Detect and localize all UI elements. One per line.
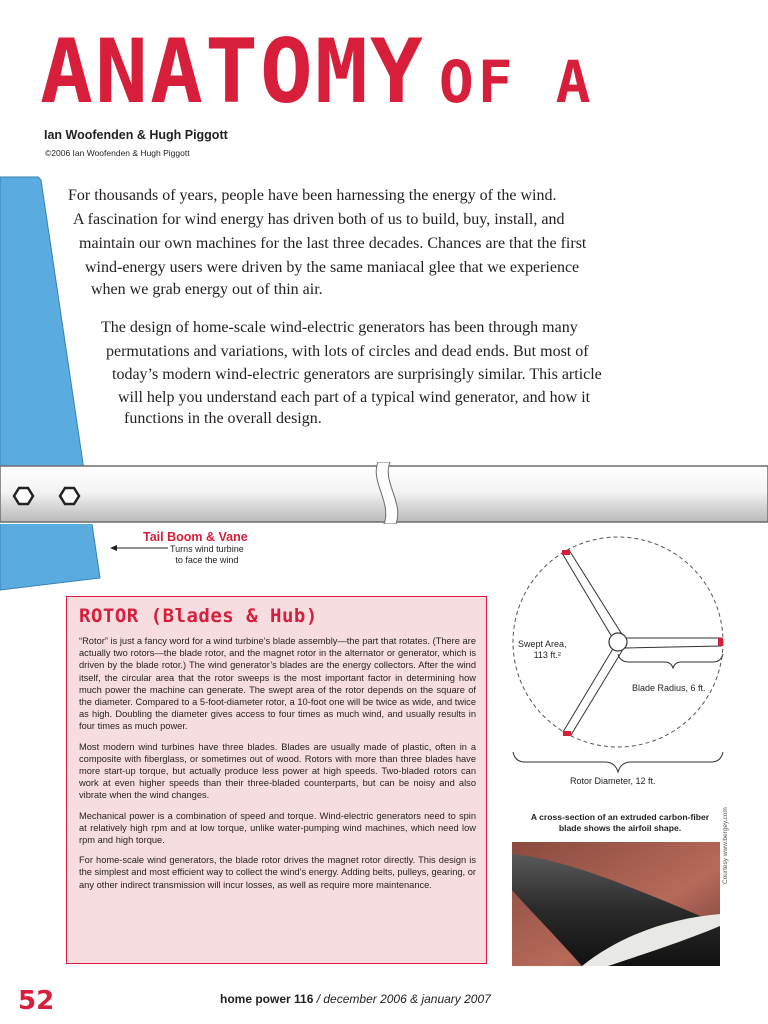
photo-credit: Courtesy www.bergey.com [722,807,729,884]
page-number: 52 [18,986,55,1016]
bolt-icon [14,488,33,504]
intro-p2-line: permutations and variations, with lots of circles and dead ends. But most of [106,343,589,360]
intro-p2-line: today’s modern wind-electric generators are surprisingly similar. This article [112,366,602,383]
blade-radius-label: Blade Radius, 6 ft. [632,683,706,693]
cross-section-caption-line: A cross-section of an extruded carbon-fiber [530,812,710,822]
copyright-line: ©2006 Ian Woofenden & Hugh Piggott [45,148,190,158]
radius-bracket [618,654,723,668]
blade-cross-section-photo [512,842,720,966]
cross-section-caption-line: blade shows the airfoil shape. [558,823,682,833]
rotor-heading: ROTOR (Blades & Hub) [79,605,318,627]
tail-caption-desc-line: to face the wind [175,555,239,565]
tail-caption-desc-line: Turns wind turbine [170,544,244,554]
title-main: ANATOMY [40,20,425,123]
arrow-left-icon [110,543,170,553]
intro-p2-line: will help you understand each part of a typical wind generator, and how it [118,389,591,406]
blade-tip [563,731,571,736]
page-title [40,20,595,123]
intro-p1-line: wind-energy users were driven by the same maniacal glee that we experience [85,259,580,276]
blade [562,550,623,642]
bolt-icon [60,488,79,504]
rotor-paragraph: Mechanical power is a combination of speed and torque. Wind-electric generators need to spin at relatively high rpm and at low torque, unlike water-pumping wind machines, which need low rpm and high torque. [79,810,476,846]
swept-area-label-line: Swept Area, [518,639,567,649]
intro-p1-line: maintain our own machines for the last three decades. Chances are that the first [79,235,587,252]
intro-p2-line: functions in the overall design. [124,410,322,427]
footer-line [220,992,491,1006]
rotor-diagram [505,530,745,800]
rotor-paragraph: Most modern wind turbines have three blades. Blades are usually made of plastic, often in a composite with fiberglass, or sometimes out of wood. Rotors with more than three blades have more start-up torque, but actually produce less power at high speeds. Two-bladed rotors can work at even higher speeds than their three-bladed counterparts, but can be noisy and also vibrate when the wind changes. [79,741,476,801]
rotor-paragraph: For home-scale wind generators, the blade rotor drives the magnet rotor directly. This design is the simplest and most efficient way to collect the wind’s energy. Adding belts, pulleys, gearing, or any other indirect transmission will incur losses, as well as require more maintenance. [79,855,476,890]
hub [609,633,627,651]
blade-tip [718,638,723,646]
swept-area-label [518,639,567,661]
intro-p2-line: The design of home-scale wind-electric generators has been through many [101,319,578,336]
rotor-paragraph: “Rotor” is just a fancy word for a wind turbine’s blade assembly—the part that rotates. (There are actually two rotors—the blade rotor, and the magnet rotor in the alternator or generator, which is driven by the blade rotor.) The wind generator’s blades are the energy collectors. After the wind itself, the circular area that the rotor sweeps is the most important factor in determining how much power the machine can generate. The swept area of the rotor depends on the square of the diameter. Compared to a 5-foot-diameter rotor, a 10-foot one will be twice as wide, and twice as high. Doubling the diameter gives access to four times as much wind, and usually results in four times as much power. [79,636,476,732]
rotor-sidebar [66,596,487,964]
tail-boom [0,462,768,524]
blade [625,638,721,648]
blade [563,647,622,735]
intro-p1-line: A fascination for wind energy has driven both of us to build, buy, install, and [73,211,565,228]
cross-section-caption [510,812,730,834]
rotor-diameter-label: Rotor Diameter, 12 ft. [570,776,656,786]
title-rest: OF A [438,48,595,116]
issue-date: / december 2006 & january 2007 [313,992,491,1006]
tail-caption-title: Tail Boom & Vane [143,530,248,544]
byline: Ian Woofenden & Hugh Piggott [44,128,228,142]
intro-p1-line: For thousands of years, people have been harnessing the energy of the wind. [68,187,557,204]
tail-caption-desc [170,544,244,566]
magazine-name: home power 116 [220,992,314,1006]
intro-p1-line: when we grab energy out of thin air. [91,281,323,298]
swept-area-label-line: 113 ft.² [533,650,561,660]
blade-tip [562,550,570,555]
diameter-bracket [513,752,723,772]
